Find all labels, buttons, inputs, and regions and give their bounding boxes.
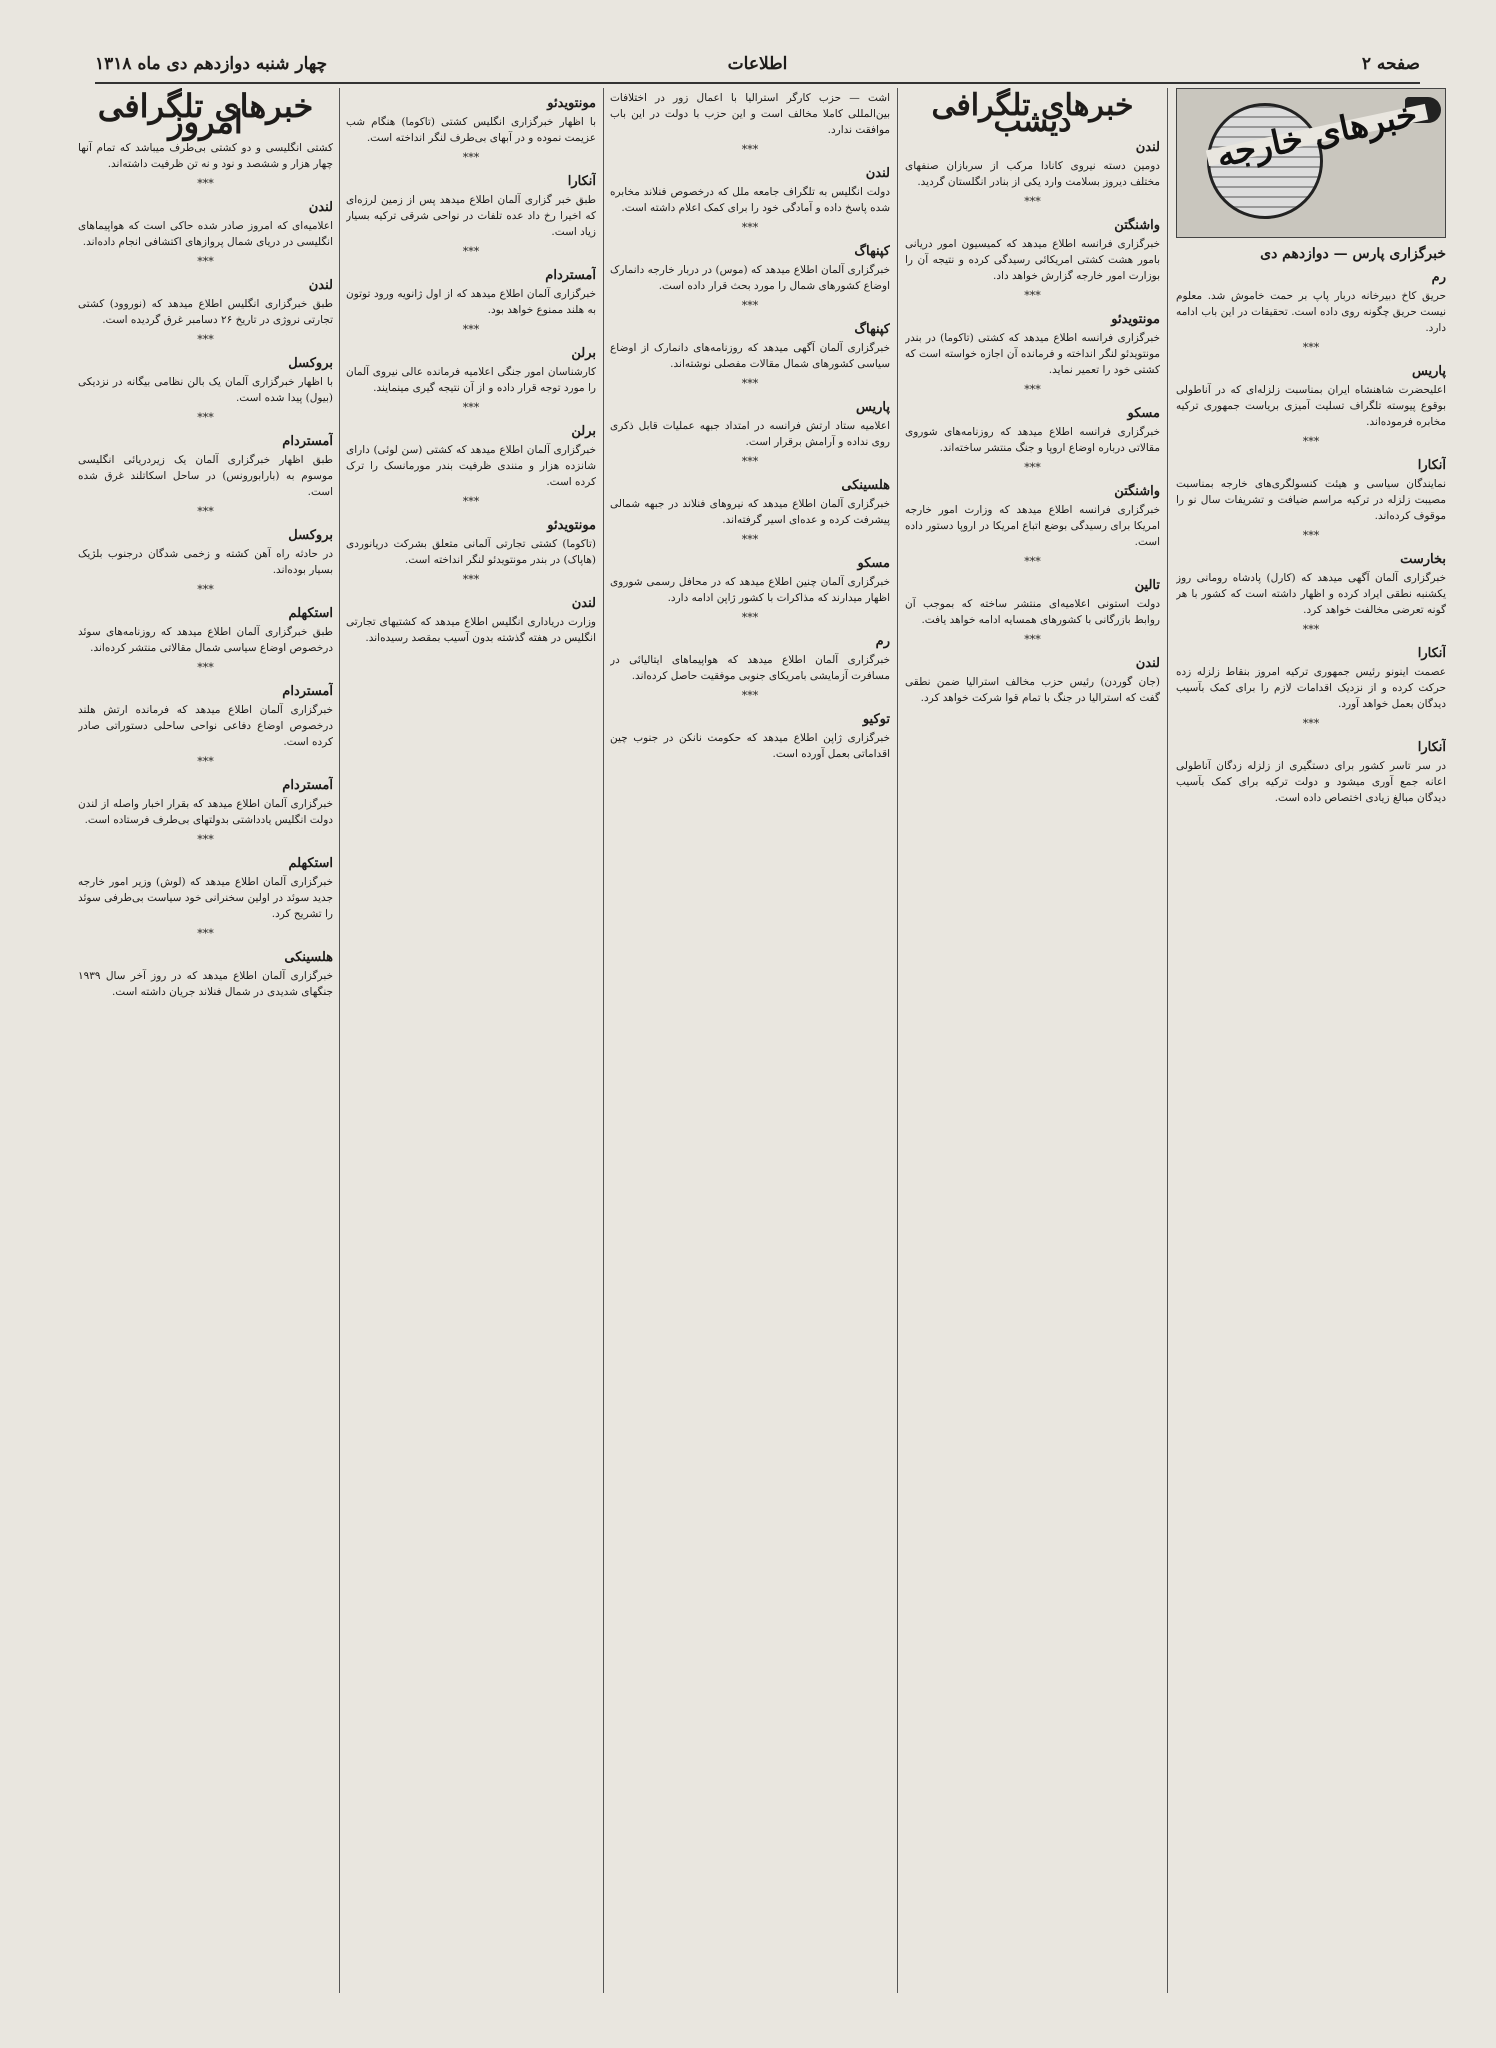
article [346, 424, 596, 490]
article-text: خبرگزاری آلمان اطلاع میدهد که کشتی (سن لوئی) دارای شانزده هزار و منندی ظرفیت بندر مورمانسک را ترک کرده است. [346, 444, 596, 488]
dateline: واشنگتن [1114, 484, 1160, 499]
separator: *** [1024, 195, 1041, 208]
separator: *** [1024, 461, 1041, 474]
separator: *** [197, 333, 214, 346]
separator: *** [197, 505, 214, 518]
article [905, 656, 1160, 706]
article-text: خبرگزاری آلمان آگهی میدهد که روزنامه‌های دانمارک از اوضاع سیاسی کشورهای شمال مقالات مفصلی نوشته‌اند. [610, 342, 890, 370]
separator: *** [1024, 289, 1041, 302]
article-text: خبرگزاری آلمان آگهی میدهد که (کارل) پادشاه رومانی روز یکشنبه نطقی ایراد کرده و اظهار داشته است که کشور با هر گونه تعرضی مخالفت خواهد کرد. [1176, 572, 1446, 616]
separator: *** [197, 927, 214, 940]
article [1176, 458, 1446, 524]
banner-title: خبرهای خارجه [1206, 104, 1428, 166]
article [610, 322, 890, 372]
separator: *** [741, 299, 759, 312]
separator: *** [462, 151, 480, 164]
newspaper-title: اطلاعات [727, 54, 788, 74]
article [346, 174, 596, 240]
column-rule [603, 88, 604, 1993]
article-text: نمایندگان سیاسی و هیئت کنسولگری‌های خارجه بمناسبت مصیبت زلزله در ترکیه مراسم ضیافت و تشریفات سال نو را موقوف کرده‌اند. [1176, 478, 1446, 522]
article [610, 556, 890, 606]
dateline: کپنهاگ [854, 244, 890, 259]
column-3 [610, 88, 890, 1993]
headline-today: خبرهای تلگرافی امروز [97, 88, 314, 141]
dateline: آمستردام [282, 684, 333, 699]
dateline: پاریس [1411, 364, 1446, 379]
article [1176, 552, 1446, 618]
dateline: مسکو [1127, 406, 1160, 421]
separator: *** [741, 689, 759, 702]
article-text: خبرگزاری آلمان اطلاع میدهد که از اول ژانویه ورود توتون به هلند ممنوع خواهد بود. [346, 288, 596, 316]
article-text: خبرگزاری آلمان اطلاع میدهد که هواپیماهای ایتالیائی در مسافرت آزمایشی بامریکای جنوبی موفقیت حاصل کرده‌اند. [610, 654, 890, 682]
dateline: بروکسل [288, 356, 333, 371]
page-header [95, 52, 1420, 84]
article-text: خبرگزاری آلمان چنین اطلاع میدهد که در محافل رسمی شوروی اظهار میدارند که مذاکرات با کشور ژاپن ادامه دارد. [610, 576, 890, 604]
article [78, 140, 333, 172]
separator: *** [1302, 623, 1320, 636]
dateline: استکهلم [288, 856, 333, 871]
article [78, 606, 333, 656]
separator: *** [741, 533, 759, 546]
dateline: کپنهاگ [854, 322, 890, 337]
article [346, 346, 596, 396]
article-text: حریق کاخ دبیرخانه دربار پاپ بر حمت خاموش شد. معلوم نیست حریق چگونه روی داده است. تحقیقات در این باب ادامه دارد. [1176, 290, 1446, 334]
dateline: هلسینکی [284, 950, 333, 965]
column-rule [897, 88, 898, 1993]
separator: *** [197, 255, 214, 268]
article-text: اعلامیه ستاد ارتش فرانسه در امتداد جبهه عملیات قابل ذکری روی نداده و آرامش برقرار است. [610, 420, 890, 448]
article-text: طبق خبرگزاری انگلیس اطلاع میدهد که (نوروود) کشتی تجارتی نروژی در تاریخ ۲۶ دسامبر غرق گردیده است. [78, 298, 333, 326]
dateline: آمستردام [282, 434, 333, 449]
article-text: اعلیحضرت شاهنشاه ایران بمناسبت زلزله‌ای که در آناطولی بوقوع پیوسته تلگراف تسلیت آمیزی بریاست جمهوری ترکیه مخابره فرموده‌اند. [1176, 384, 1446, 428]
article-text: دولت استونی اعلامیه‌ای منتشر ساخته که بموجب آن روابط بازرگانی با کشورهای همسایه ادامه خواهد یافت. [905, 598, 1160, 626]
separator: *** [197, 755, 214, 768]
articles-col1 [1176, 270, 1446, 806]
dateline: واشنگتن [1114, 218, 1160, 233]
article-text: خبرگزاری آلمان اطلاع میدهد که فرمانده ارتش هلند درخصوص اوضاع دفاعی نواحی ساحلی دستوراتی صادر کرده است. [78, 704, 333, 748]
dateline: رم [875, 634, 890, 649]
separator: *** [741, 143, 759, 156]
article-text: اعلامیه‌ای که امروز صادر شده حاکی است که هواپیماهای انگلیسی در دریای شمال پروازهای اکتشافی انجام داده‌اند. [78, 220, 333, 248]
dateline: لندن [571, 596, 596, 611]
separator: *** [741, 377, 759, 390]
article [78, 856, 333, 922]
article-text: خبرگزاری آلمان اطلاع میدهد که در روز آخر سال ۱۹۳۹ جنگهای شدیدی در شمال فنلاند جریان داشته است. [78, 970, 333, 998]
article [1176, 646, 1446, 712]
article-text: خبرگزاری فرانسه اطلاع میدهد که کمیسیون امور دریانی بامور هشت کشتی امریکائی رسیدگی کرده و نتیجه آن را بوزارت امور خارجه گزارش خواهد داد. [905, 238, 1160, 282]
dateline: لندن [1135, 140, 1160, 155]
separator: *** [462, 245, 480, 258]
article [78, 684, 333, 750]
article [78, 200, 333, 250]
article-text: طبق اظهار خبرگزاری آلمان یک زیردریائی انگلیسی موسوم به (بارابورونس) در ساحل اسکاتلند غرق شده است. [78, 454, 333, 498]
separator: *** [462, 323, 480, 336]
page-number: صفحه ۲ [1361, 54, 1420, 74]
dateline: تالین [1134, 578, 1160, 593]
separator: *** [462, 573, 480, 586]
separator: *** [462, 401, 480, 414]
article-text: در سر تاسر کشور برای دستگیری از زلزله زدگان آناطولی اعانه جمع آوری میشود و دولت ترکیه برای کمک بآسیب دیدگان مبالغ زیادی اختصاص داده است. [1176, 760, 1446, 804]
article [346, 96, 596, 146]
dateline: بخارست [1400, 552, 1446, 567]
article [610, 634, 890, 684]
articles-col2 [905, 140, 1160, 706]
dateline: لندن [308, 278, 333, 293]
dateline: لندن [1135, 656, 1160, 671]
article-text: دومین دسته نیروی کانادا مرکب از سربازان صنفهای مختلف دیروز بسلامت وارد یکی از بنادر انگلستان گردید. [905, 160, 1160, 188]
article [905, 578, 1160, 628]
article-text: خبرگزاری فرانسه اطلاع میدهد که کشتی (تاکوما) در بندر مونتویدئو لنگر انداخته و فرمانده آن اجازه خواسته است که کشتی خود را تعمیر نماید. [905, 332, 1160, 376]
article [78, 778, 333, 828]
dateline: بروکسل [288, 528, 333, 543]
article-text: طبق خبرگزاری آلمان اطلاع میدهد که روزنامه‌های سوئد درخصوص اوضاع سیاسی شمال مقالاتی منتشر کرده‌اند. [78, 626, 333, 654]
article-text: خبرگزاری فرانسه اطلاع میدهد که وزارت امور خارجه امریکا برای رسیدگی بوضع اتباع امریکا در اروپا دستور داده است. [905, 504, 1160, 548]
article-text: طبق خبر گزاری آلمان اطلاع میدهد پس از زمین لرزه‌ای که اخیرا رخ داد عده تلفات در نواحی شرقی ترکیه بسیار زیاد است. [346, 194, 596, 238]
dateline: لندن [865, 166, 890, 181]
dateline: مسکو [857, 556, 890, 571]
article [905, 218, 1160, 284]
separator: *** [197, 583, 214, 596]
article-text: عصمت اینونو رئیس جمهوری ترکیه امروز بنقاط زلزله زده حرکت کرده و از نزدیک اقدامات لازم را برای کمک بآسیب دیدگان بعمل خواهد آورد. [1176, 666, 1446, 710]
separator: *** [197, 661, 214, 674]
article-text: با اظهار خبرگزاری انگلیس کشتی (تاکوما) هنگام شب عزیمت نموده و در آبهای بی‌طرف لنگر انداخته است. [346, 116, 596, 144]
article-text: کشتی انگلیسی و دو کشتی بی‌طرف میباشد که تمام آنها چهار هزار و ششصد و نود و نه تن ظرفیت داشته‌اند. [78, 142, 333, 170]
column-1 [1176, 88, 1446, 1993]
dateline: مونتویدئو [1111, 312, 1160, 327]
article [78, 356, 333, 406]
separator: *** [197, 411, 214, 424]
column-4 [346, 88, 596, 1993]
articles-col5 [78, 140, 333, 1000]
article [78, 278, 333, 328]
articles-col3 [610, 90, 890, 762]
article [610, 244, 890, 294]
column-rule [339, 88, 340, 1993]
separator: *** [462, 495, 480, 508]
foreign-news-banner [1176, 88, 1446, 238]
column-rule [1167, 88, 1168, 1993]
separator: *** [1024, 383, 1041, 396]
article [78, 528, 333, 578]
article-text: خبرگزاری آلمان اطلاع میدهد که نیروهای فنلاند در جبهه شمالی پیشرفت کرده و عده‌ای اسیر گرفته‌اند. [610, 498, 890, 526]
dateline: آنکارا [567, 174, 596, 189]
dateline: پاریس [855, 400, 890, 415]
separator: *** [741, 611, 759, 624]
articles-col4 [346, 96, 596, 646]
article [905, 312, 1160, 378]
dateline: برلن [571, 424, 596, 439]
separator: *** [741, 455, 759, 468]
article [610, 166, 890, 216]
article-text: وزارت دریاداری انگلیس اطلاع میدهد که کشتیهای تجارتی انگلیس در هفته گذشته بدون آسیب بمقصد رسیده‌اند. [346, 616, 596, 644]
dateline: لندن [308, 200, 333, 215]
separator: *** [1024, 555, 1041, 568]
column-5 [78, 88, 333, 1993]
dateline: برلن [571, 346, 596, 361]
agency-line: خبرگزاری پارس — دوازدهم دی [1260, 246, 1446, 262]
article [610, 400, 890, 450]
dateline: آمستردام [282, 778, 333, 793]
article-text: با اظهار خبرگزاری آلمان یک بالن نظامی بیگانه در نزدیکی (بیول) پیدا شده است. [78, 376, 333, 404]
article-text: (جان گوردن) رئیس حزب مخالف استرالیا ضمن نطقی گفت که استرالیا در جنگ با تمام قوا شرکت خواهد کرد. [905, 676, 1160, 704]
separator: *** [1302, 717, 1320, 730]
article [1176, 270, 1446, 336]
dateline: استکهلم [288, 606, 333, 621]
separator: *** [1024, 633, 1041, 646]
article [905, 406, 1160, 456]
separator: *** [741, 221, 759, 234]
dateline: توکیو [862, 712, 890, 727]
separator: *** [1302, 435, 1320, 448]
article [346, 268, 596, 318]
dateline: آنکارا [1417, 646, 1446, 661]
article [610, 712, 890, 762]
article [610, 90, 890, 138]
dateline: آنکارا [1417, 458, 1446, 473]
article [1176, 364, 1446, 430]
separator: *** [197, 177, 214, 190]
article [905, 484, 1160, 550]
article [346, 518, 596, 568]
separator: *** [197, 833, 214, 846]
headline-last-night: خبرهای تلگرافی دیشب [931, 88, 1134, 139]
article [78, 950, 333, 1000]
column-2 [905, 88, 1160, 1993]
dateline: هلسینکی [841, 478, 890, 493]
separator: *** [1302, 341, 1320, 354]
article-text: خبرگزاری فرانسه اطلاع میدهد که روزنامه‌های شوروی مقالاتی درباره اوضاع اروپا و جنگ منتشر ساخته‌اند. [905, 426, 1160, 454]
article-text: خبرگزاری آلمان اطلاع میدهد که (لوش) وزیر امور خارجه جدید سوئد در اولین سخنرانی خود سیاست بی‌طرفی سوئد را تشریح کرد. [78, 876, 333, 920]
article [1176, 740, 1446, 806]
dateline: مونتویدئو [547, 518, 596, 533]
article-text: خبرگزاری آلمان اطلاع میدهد که (موس) در دربار خارجه دانمارک اوضاع کشورهای شمال را مورد بحث قرار داده است. [610, 264, 890, 292]
article-text: اشت — حزب کارگر استرالیا با اعمال زور در اختلافات بین‌المللی کاملا مخالف است و این حزب با دولت در این باب موافقت ندارد. [610, 92, 890, 136]
issue-date: چهار شنبه دوازدهم دی ماه ۱۳۱۸ [95, 54, 328, 74]
dateline: مونتویدئو [547, 96, 596, 111]
dateline: رم [1431, 270, 1446, 285]
dateline: آنکارا [1417, 740, 1446, 755]
article-text: دولت انگلیس به تلگراف جامعه ملل که درخصوص فنلاند مخابره شده پاسخ داده و آمادگی خود را برای کمک اعلام داشته است. [610, 186, 890, 214]
dateline: آمستردام [545, 268, 596, 283]
article-text: در حادثه راه آهن کشته و زخمی شدگان درجنوب بلژیک بسیار بوده‌اند. [78, 548, 333, 576]
article [78, 434, 333, 500]
article [610, 478, 890, 528]
article-text: خبرگزاری ژاپن اطلاع میدهد که حکومت نانکن در جنوب چین اقداماتی بعمل آورده است. [610, 732, 890, 760]
article-text: کارشناسان امور جنگی اعلامیه فرمانده عالی نیروی آلمان را مورد توجه قرار داده و از آن نتیجه گیری مینمایند. [346, 366, 596, 394]
article-text: (تاکوما) کشتی تجارتی آلمانی متعلق بشرکت دریانوردی (هاپاک) در بندر مونتویدئو لنگر انداخته است. [346, 538, 596, 566]
separator: *** [1302, 529, 1320, 542]
article [905, 140, 1160, 190]
article [346, 596, 596, 646]
article-text: خبرگزاری آلمان اطلاع میدهد که بقرار اخبار واصله از لندن دولت انگلیس یادداشتی بدولتهای بی‌طرف فرستاده است. [78, 798, 333, 826]
